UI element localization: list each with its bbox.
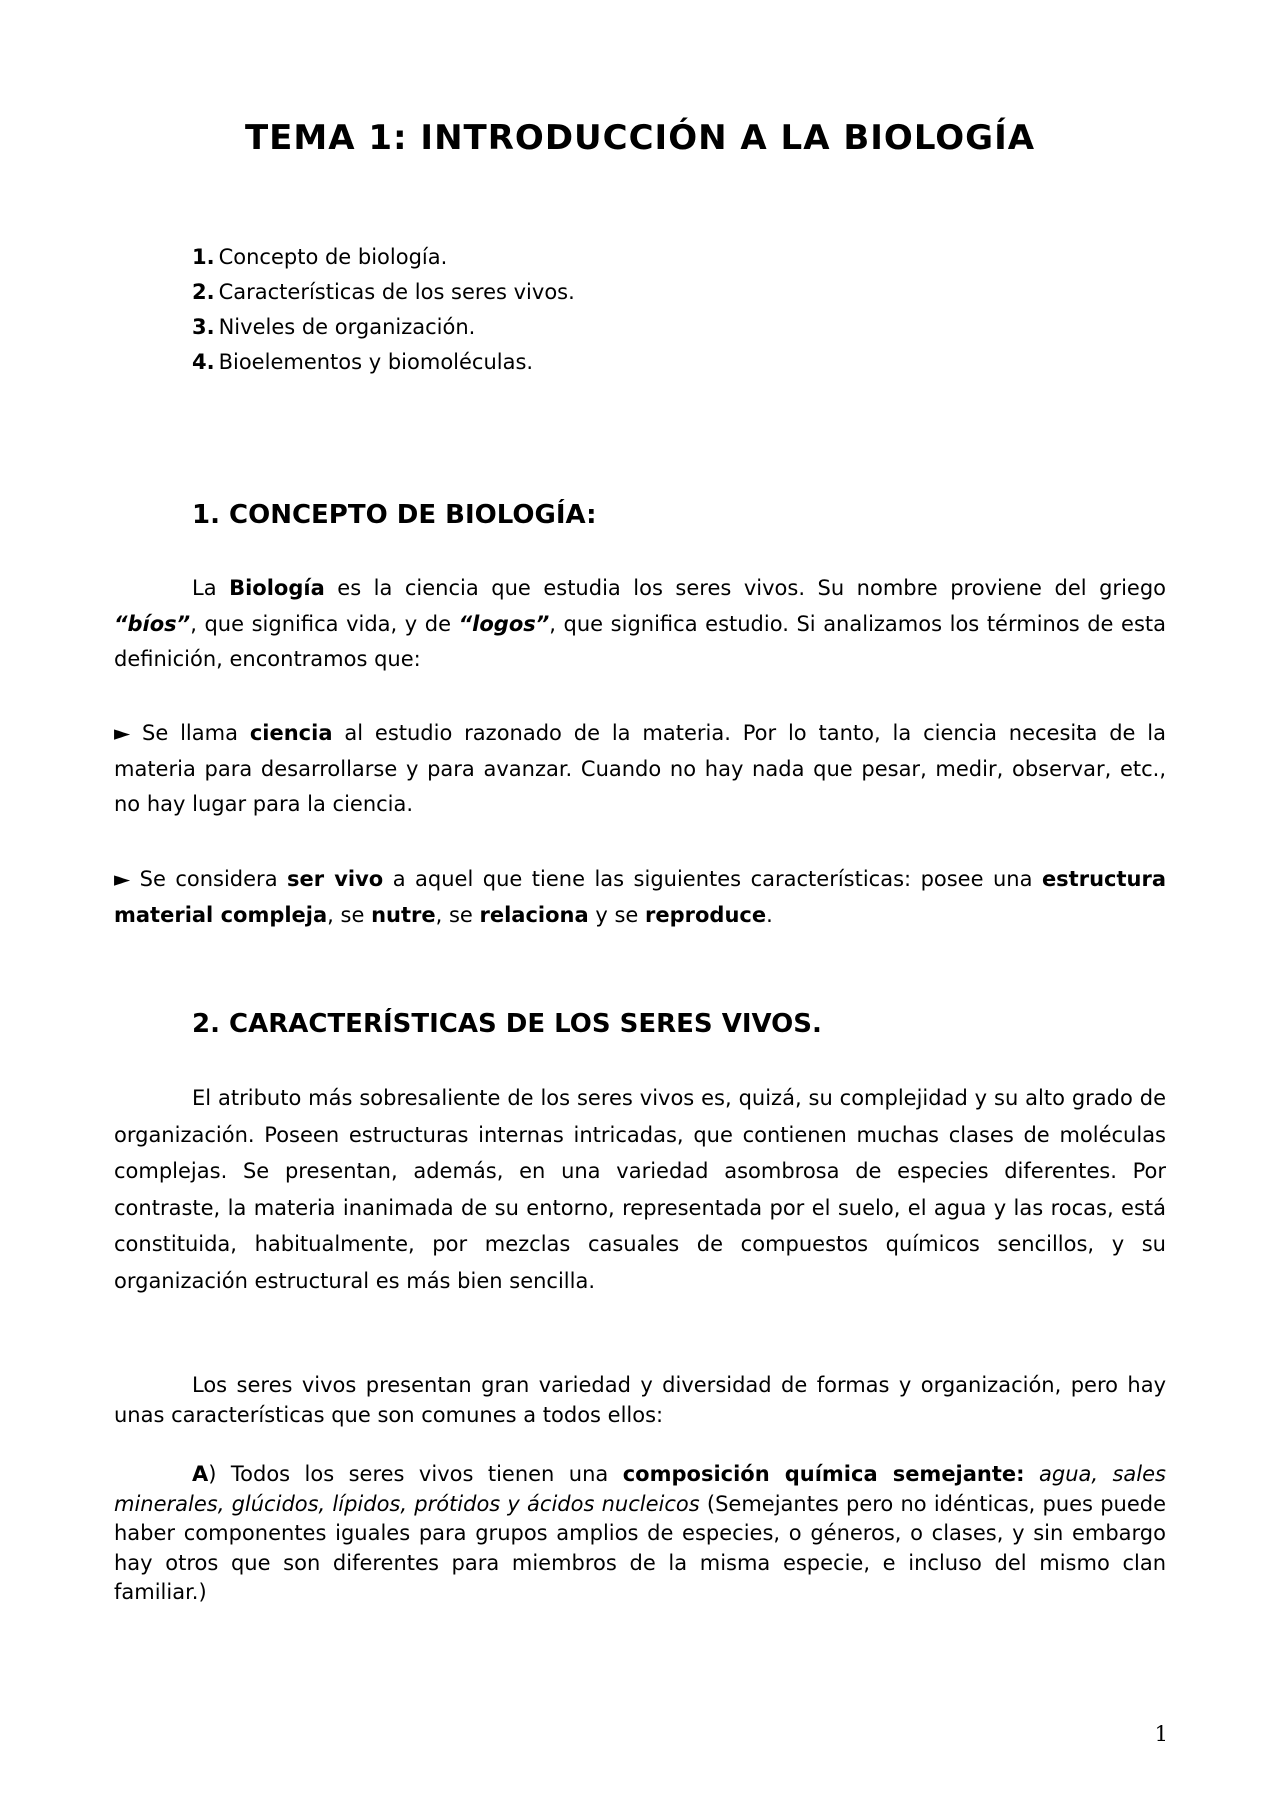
- bullet-triangle-icon: ►: [114, 867, 131, 891]
- term-bios: “bíos”: [114, 611, 191, 636]
- list-letter: A: [192, 1462, 209, 1486]
- bold-term-estructura: estructura material compleja: [114, 867, 1166, 927]
- text-run: Se llama: [130, 721, 250, 745]
- text-run: , se: [435, 902, 480, 927]
- paragraph-definicion: [114, 571, 1166, 678]
- text-run: , que significa vida, y de: [190, 611, 459, 636]
- text-run: , que significa estudio. Si analizamos los términos de esta definición, encontramos que:: [114, 611, 1166, 671]
- bold-term-composicion: composición química semejante:: [622, 1462, 1025, 1486]
- italic-list: agua, sales minerales, glúcidos, lípidos, prótidos y ácidos nucleicos: [114, 1462, 1166, 1516]
- paragraph-caracteristicas-comunes: Los seres vivos presentan gran variedad y diversidad de formas y organización, pero hay unas características que son comunes a todos ellos:: [114, 1373, 1166, 1427]
- text-run: Se considera: [130, 867, 288, 891]
- text-run: ) Todos los seres vivos tienen una: [208, 1462, 623, 1486]
- bold-term-ciencia: ciencia: [249, 721, 333, 745]
- text-run: a aquel que tiene las siguientes características: posee una: [383, 867, 1042, 891]
- term-logos: “logos”: [458, 611, 550, 636]
- text-run: .: [766, 902, 773, 927]
- paragraph-ciencia: [114, 716, 1166, 823]
- bullet-triangle-icon: ►: [114, 721, 131, 745]
- toc-item-number: 4.: [192, 350, 215, 374]
- toc-item-number: 3.: [192, 315, 215, 339]
- section-heading-caracteristicas: 2. CARACTERÍSTICAS DE LOS SERES VIVOS.: [192, 1009, 822, 1039]
- toc-item: [192, 345, 575, 380]
- toc-item-text: Bioelementos y biomoléculas.: [218, 350, 534, 374]
- bold-term-reproduce: reproduce: [645, 902, 767, 927]
- bold-term-relaciona: relaciona: [479, 902, 589, 927]
- text-run: (Semejantes pero no idénticas, pues puede haber componentes iguales para grupos amplios de especies, o géneros, o clases, y sin embargo hay otros que son diferentes para miembros de la misma especie, e incluso del mismo clan familiar.): [114, 1491, 1166, 1604]
- bold-term-nutre: nutre: [371, 902, 436, 927]
- toc-item-number: 1.: [192, 245, 215, 269]
- toc-item: [192, 310, 575, 345]
- page-title: TEMA 1: INTRODUCCIÓN A LA BIOLOGÍA: [244, 118, 1036, 158]
- table-of-contents: [192, 240, 575, 380]
- section-heading-concepto: 1. CONCEPTO DE BIOLOGÍA:: [192, 500, 597, 530]
- bold-term-ser-vivo: ser vivo: [287, 867, 384, 891]
- text-run: La: [192, 576, 230, 600]
- toc-item: [192, 275, 575, 310]
- paragraph-ser-vivo: [114, 862, 1166, 933]
- toc-item-text: Características de los seres vivos.: [218, 280, 575, 304]
- paragraph-composicion-quimica: [114, 1460, 1166, 1608]
- toc-item-number: 2.: [192, 280, 215, 304]
- page-number: 1: [1154, 1722, 1168, 1746]
- text-run: y se: [588, 902, 645, 927]
- text-run: al estudio razonado de la materia. Por lo tanto, la ciencia necesita de la materia para desarrollarse y para avanzar. Cuando no hay nada que pesar, medir, observar, etc., no hay lugar para la ciencia.: [114, 721, 1167, 816]
- text-run: es la ciencia que estudia los seres vivos. Su nombre proviene del griego: [324, 576, 1166, 600]
- paragraph-atributo: El atributo más sobresaliente de los seres vivos es, quizá, su complejidad y su alto grado de organización. Poseen estructuras internas intricadas, que contienen muchas clases de moléculas complejas. Se presentan, además, en una variedad asombrosa de especies diferentes. Por contraste, la materia inanimada de su entorno, representada por el suelo, el agua y las rocas, está constituida, habitualmente, por mezclas casuales de compuestos químicos sencillos, y su organización estructural es más bien sencilla.: [114, 1086, 1166, 1293]
- bold-term-biologia: Biología: [229, 576, 325, 600]
- toc-item-text: Niveles de organización.: [218, 315, 476, 339]
- toc-item-text: Concepto de biología.: [218, 245, 448, 269]
- toc-item: [192, 240, 575, 275]
- text-run: , se: [327, 902, 372, 927]
